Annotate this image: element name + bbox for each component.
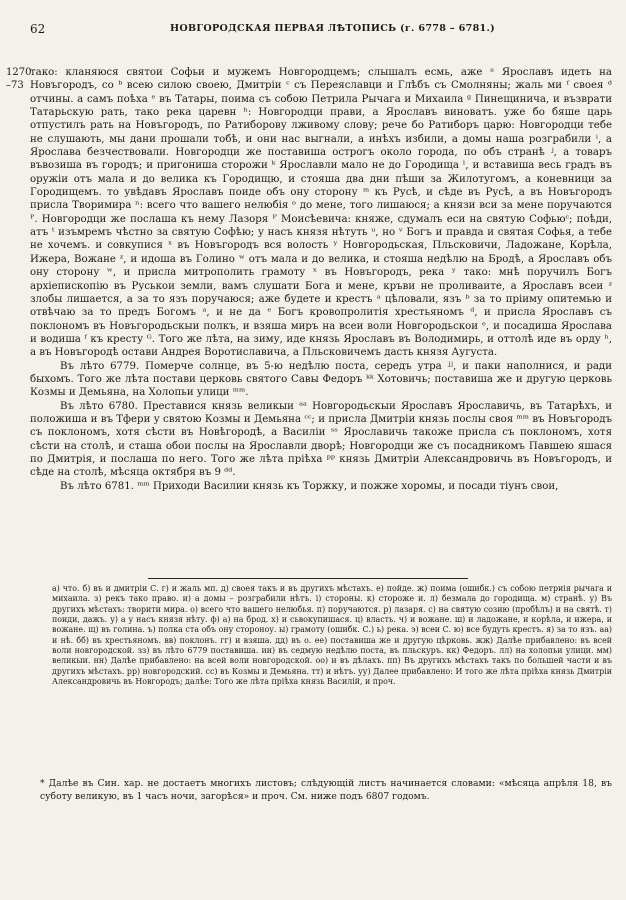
paragraph-year-6781: Въ лѣто 6781. ᵐᵐ Приходи Василии князь къ Торжку, и пожже хоромы, и посади тiунъ свои, bbox=[60, 480, 559, 492]
paragraph-continuation: тако: кланяюся святои Софьи и мужемъ Новгородцемъ; слышалъ есмь, аже ᵃ Ярославъ идеть на Новъгородъ, со ᵇ всею силою своею, Дмитрiи ᶜ съ Переяславци и Глѣбъ съ Смолняны; жаль ми ᶠ своея ᵈ отчины. а самъ поѣха ᵉ въ Татары, поима съ собою Петрила Рычага и Михаила ᵍ Пинещинича, и възврати Татарьскую рать, тако река царевн ʰ: Новгородци прави, а Ярославъ виноватъ. уже бо бяше царь отпустилъ рать на Новъгородъ, по Ратиборову лживому слову; рече бо Ратиборъ царю: Новгородци тебе не слушають, мы дани прошали тобѣ, и они нас выгнали, а инѣхъ избили, а домы наша розграбили ⁱ, а Ярослава безчествовали. Новгородци же поставиша острогъ около города, по объ странѣ ʲ, а товаръ въвозиша въ городъ; и пригониша сторожи ᵏ Ярославли мало не до Городища ˡ, и вставиша весь градъ въ оружiи отъ мала и до велика къ Городищю, и стояша два дни пѣши за Жилотугомъ, а коневници за Городищемъ. то увѣдавъ Ярославъ поиде объ ону сторону ᵐ къ Русѣ, и сѣде въ Русѣ, а въ Новъгородъ присла Творимира ⁿ: всего что вашего нелюбiя ᵒ до мене, того лишаюся; а князи вси за мене поручаются ᴾ. Новгородци же послаша къ нему Лазоря ᴾ Моисѣевича: княже, сдумалъ еси на святую Софьюᶜ; поѣди, атъ ᵗ изъмремъ чѣстно за святую Софѣю; у насъ князя нѣтуть ᵘ, но ᵛ Богъ и правда и святая Софья, а тебе не хочемъ. и совкупися ˣ въ Новъгородъ вся волость ʸ Новгородьская, Пльсковичи, Ладожане, Корѣла, Ижера, Вожане ᶻ, и идоша въ Голино ʷ отъ мала и до велика, и стояша недѣлю на Бродѣ, а Ярославъ объ ону сторону ʷ, и присла митрополить грамоту ˣ въ Новъгородъ, река ʸ тако: мнѣ поручилъ Богъ архiепископiю въ Руськои земли, вамъ слушати Бога и мене, кръви не проливаите, а Ярославъ всеи ᶻ злобы лишается, а за то язъ поручаюся; аже будете и крестъ ᵃ цѣловали, язъ ᵇ за то прiиму опитемью и отвѣчаю за то предъ Богомъ ᵃ, и не да ᵉ Богъ кровопролитiя хрестьяномъ ᵈ, и присла Ярославъ съ поклономъ въ Новъгородьскыи полкъ, и взяша миръ на всеи воли Новгородьскои ᵉ, и посадиша Ярослава и водиша ᶠ къ кресту ᴳ. Того же лѣта, на зиму, иде князь Ярославъ въ Володимирь, и оттолѣ иде въ орду ʰ, а въ Новъгородѣ остави Андрея Воротиславича, а Пльсковичемъ дасть князя Аугуста. bbox=[30, 67, 612, 359]
running-title: НОВГОРОДСКАЯ ПЕРВАЯ ЛѢТОПИСЬ (г. 6778 – 6781.) bbox=[170, 23, 495, 34]
editorial-note: * Далѣе въ Син. хар. не достаетъ многихъ листовъ; слѣдующiй листъ начинается словами: «мѣсяца апрѣля 18, въ суботу великую, въ 1 часъ ночи, загорѣся» и проч. См. ниже подъ 6807 годомъ. bbox=[40, 778, 612, 802]
year-margin-note: 1270 –73 bbox=[6, 67, 32, 91]
chronicle-text bbox=[30, 66, 612, 493]
footnotes: а) что. б) въ и дмитрiи С. г) и жаль мп. д) своея такъ и въ другихъ мѣстахъ. е) пойде. ж) поима (ошибк.) съ собою петриiя рычага и михаила. з) рекъ тако право. и) а домы – розграбили нѣтъ. i) стороны. к) стороже и. л) безмала до городища. м) странѣ. у) Въ другихъ мѣстахъ: творити мира. о) всего что вашего нелюбья. п) поручаются. р) лазаря. с) на святую созию (пробѣлъ) и на святѣ. т) поиди, дажъ. у) а у насъ князя нѣту. ф) а) на брод. х) и сьвокупишася. ц) власть. ч) и вожане. ш) и ладожане, и корѣла, и ижера, и вожане. щ) въ голина. ъ) полка ста объ ону стороноу. ы) грамоту (ошибк. С.) ь) река. э) всеи С. ю) все будуть крестъ. я) за то язъ. аа) и нѣ. бб) въ хрестьяномъ. вв) поклонъ. гг) и взяша. дд) въ о. ее) поставиша же и другую цѣрковь. жж) Далѣе прибавлено: въ всей воли новгородской. зз) въ лѣто 6779 поставиша. ии) въ седмую недѣлю поста, въ пльскуръ. кк) Федоръ. лл) на холопьи улици. мм) великыи. нн) Далѣе прибавлено: на всей воли новгородской. оо) и въ дѣлахъ. пп) Въ другихъ мѣстахъ такъ по большей части и въ другихъ мѣстахъ. рр) новгородский. сс) въ Козмы и Демьяна. тт) и нѣтъ. уу) Далее прибавлено: И того же лѣта пріѣха князь Дмитрiи Александровичь въ Новгородъ; далѣе: Того же лѣта прiѣха князь Василiй, и проч. bbox=[52, 584, 612, 687]
footnote-divider bbox=[148, 578, 468, 579]
page-number: 62 bbox=[30, 22, 46, 36]
paragraph-year-6779: Въ лѣто 6779. Померче солнце, въ 5-ю недѣлю поста, середъ утра ʲʲ, и паки наполнися, и ради быхомъ. Того же лѣта постави церковь святого Савы Федоръ ᵏᵏ Хотовичь; поставиша же и другую церковь Козмы и Демьяна, на Холопьи улици ᵐᵐ. bbox=[30, 360, 612, 399]
paragraph-year-6780: Въ лѣто 6780. Преставися князь великыи ᵃᵃ Новгородьскыи Ярославъ Ярославичь, въ Татарѣхъ, и положиша и въ Тфери у святою Козмы и Демьяна ᶜᶜ; и присла Дмитрiи князь послы своя ᵐᵐ въ Новъгородъ съ поклономъ, хотя сѣсти въ Новѣгородѣ, а Василiи ˢˢ Ярославичь такоже присла съ поклономъ, хотя сѣсти на столѣ, и сташа обои послы на Ярославли дворѣ; Новгородци же съ посадникомъ Павшею яшася по Дмитрiя, и послаша по него. Того же лѣта прiѣха ᵖᵖ князь Дмитрiи Александровичь въ Новъгородъ, и сѣде на столѣ, мѣсяца октября въ 9 ᵈᵈ. bbox=[30, 400, 612, 479]
